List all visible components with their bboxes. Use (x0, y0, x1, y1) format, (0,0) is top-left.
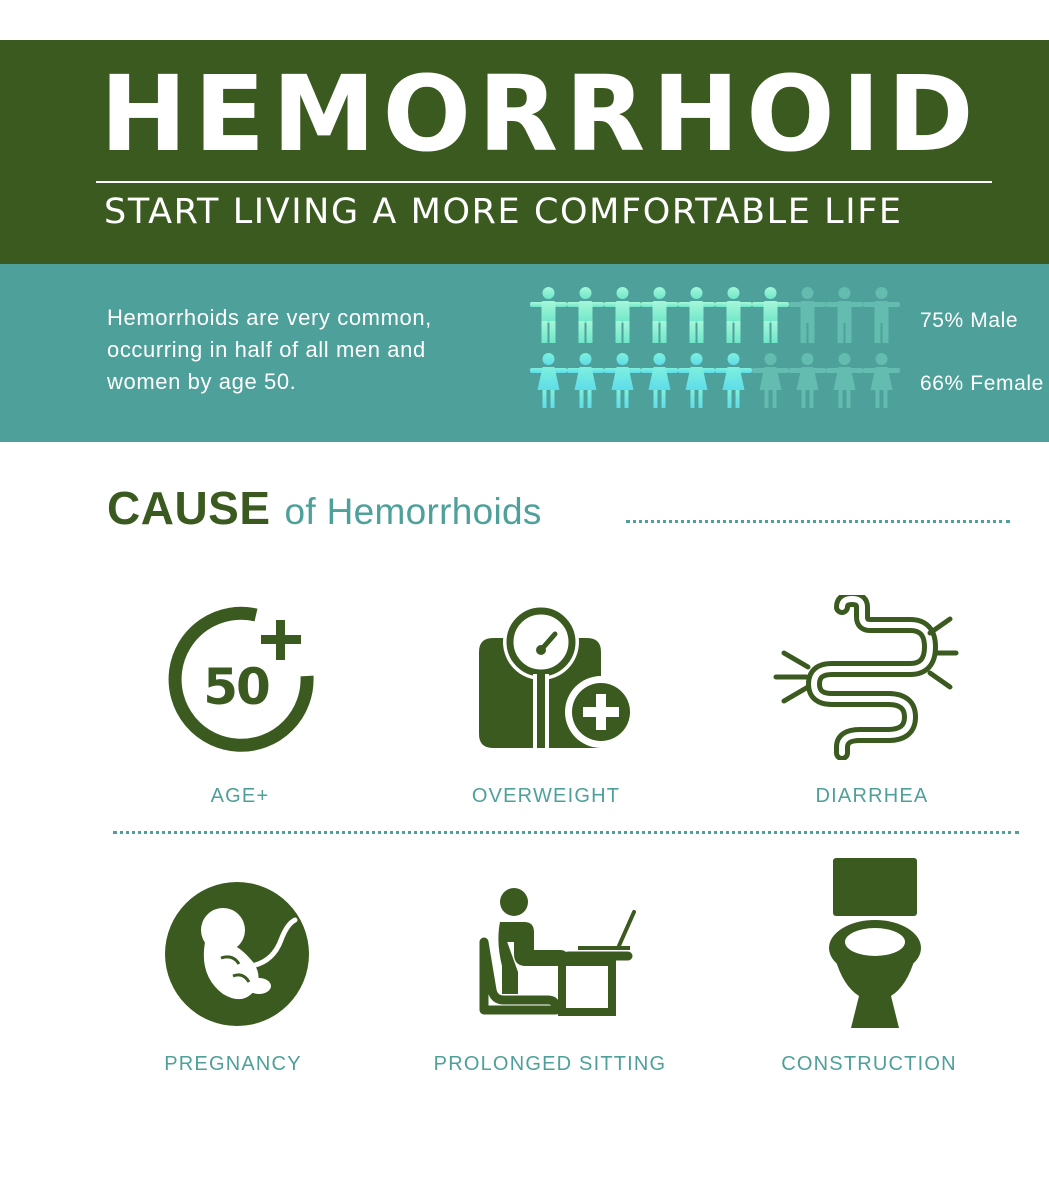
page-subtitle: START LIVING A MORE COMFORTABLE LIFE (104, 192, 903, 232)
intestine-icon (770, 595, 960, 760)
male-figure-icon (604, 287, 641, 343)
fetus-icon (163, 880, 311, 1028)
age-badge-text: 50 (203, 658, 269, 716)
sitting-at-desk-icon (478, 882, 638, 1020)
row-divider-dotted-line (113, 831, 1019, 834)
toilet-icon (825, 858, 925, 1033)
male-figure-icon (567, 287, 604, 343)
female-figure-icon (715, 353, 752, 408)
female-figure-icon (530, 353, 567, 408)
intro-line: occurring in half of all men and (107, 337, 426, 362)
female-figure-icon (567, 353, 604, 408)
male-figure-icon (863, 287, 900, 343)
male-figure-icon (752, 287, 789, 343)
intro-line: women by age 50. (107, 369, 297, 394)
male-figure-icon (530, 287, 567, 343)
female-percentage: 66% Female (920, 372, 1044, 395)
page-title: HEMORRHOID (100, 53, 981, 175)
cause-label-construction: CONSTRUCTION (781, 1053, 957, 1075)
male-percentage: 75% Male (920, 309, 1019, 332)
female-figure-icon (678, 353, 715, 408)
female-figure-icon (789, 353, 826, 408)
section-heading-bold: CAUSE (107, 482, 271, 534)
male-figure-icon (789, 287, 826, 343)
female-figure-icon (863, 353, 900, 408)
age-50-plus-icon (160, 600, 320, 760)
cause-label-age: AGE+ (210, 785, 270, 807)
female-figure-icon (641, 353, 678, 408)
people-pictogram (530, 284, 910, 424)
intro-line: Hemorrhoids are very common, (107, 305, 432, 330)
cause-label-overweight: OVERWEIGHT (471, 785, 621, 807)
cause-label-pregnancy: PREGNANCY (164, 1053, 302, 1075)
heading-dotted-line (626, 520, 1010, 523)
weight-scale-icon (475, 602, 640, 757)
female-figure-row (530, 353, 900, 408)
intro-text (107, 302, 517, 398)
section-heading-rest: of Hemorrhoids (284, 491, 542, 532)
female-figure-icon (752, 353, 789, 408)
female-figure-icon (826, 353, 863, 408)
cause-label-diarrhea: DIARRHEA (815, 785, 929, 807)
male-figure-icon (641, 287, 678, 343)
male-figure-icon (826, 287, 863, 343)
section-heading (107, 481, 542, 535)
male-figure-icon (678, 287, 715, 343)
male-figure-row (530, 287, 900, 343)
cause-label-prolonged-sitting: PROLONGED SITTING (433, 1053, 667, 1075)
title-divider (96, 181, 992, 183)
female-figure-icon (604, 353, 641, 408)
male-figure-icon (715, 287, 752, 343)
